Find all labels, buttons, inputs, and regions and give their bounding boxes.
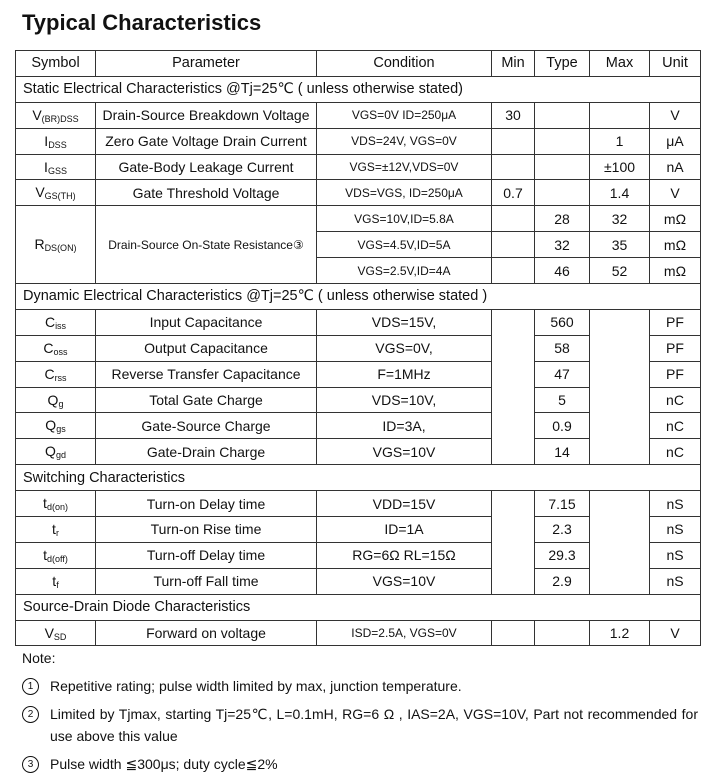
condition-cell: ISD=2.5A, VGS=0V xyxy=(317,620,492,646)
min-cell xyxy=(492,128,535,154)
min-cell xyxy=(492,309,535,464)
parameter-cell: Turn-off Delay time xyxy=(96,542,317,568)
condition-cell: VGS=0V ID=250μA xyxy=(317,102,492,128)
note-text: Pulse width ≦300μs; duty cycle≦2% xyxy=(50,756,278,772)
parameter-cell: Gate-Body Leakage Current xyxy=(96,154,317,180)
unit-cell: nS xyxy=(650,517,701,543)
section-row xyxy=(16,594,701,620)
symbol-subscript: GSS xyxy=(47,165,67,176)
table-row xyxy=(16,206,701,232)
condition-cell: VDS=15V, xyxy=(317,309,492,335)
condition-cell: VGS=4.5V,ID=5A xyxy=(317,232,492,258)
header-max: Max xyxy=(590,51,650,77)
unit-cell: V xyxy=(650,620,701,646)
symbol-base: C xyxy=(44,313,56,330)
max-cell xyxy=(590,309,650,464)
min-cell xyxy=(492,206,535,232)
unit-cell: V xyxy=(650,102,701,128)
condition-cell: ID=3A, xyxy=(317,413,492,439)
symbol-base: C xyxy=(43,339,54,356)
condition-cell: F=1MHz xyxy=(317,361,492,387)
symbol-subscript: iss xyxy=(55,320,67,331)
parameter-cell: Total Gate Charge xyxy=(96,387,317,413)
symbol-base: I xyxy=(44,132,49,149)
max-cell: ±100 xyxy=(590,154,650,180)
parameter-cell: Turn-on Rise time xyxy=(96,517,317,543)
typ-cell: 32 xyxy=(535,232,590,258)
symbol-subscript: gs xyxy=(56,424,66,435)
typ-cell: 2.9 xyxy=(535,568,590,594)
condition-cell: VGS=10V xyxy=(317,439,492,465)
symbol-subscript: g xyxy=(58,398,64,409)
notes-title: Note: xyxy=(22,650,56,666)
notes-section xyxy=(22,650,698,781)
parameter-cell: Zero Gate Voltage Drain Current xyxy=(96,128,317,154)
parameter-cell: Drain-Source On-State Resistance③ xyxy=(96,206,317,284)
min-cell: 0.7 xyxy=(492,180,535,206)
parameter-cell: Reverse Transfer Capacitance xyxy=(96,361,317,387)
symbol-subscript: GS(TH) xyxy=(44,191,76,202)
min-cell xyxy=(492,154,535,180)
symbol-base: V xyxy=(44,624,54,641)
header-parameter: Parameter xyxy=(96,51,317,77)
table-row xyxy=(16,180,701,206)
unit-cell: nS xyxy=(650,491,701,517)
note-number-circle: 3 xyxy=(22,756,39,773)
symbol-subscript: f xyxy=(56,579,59,590)
parameter-cell: Drain-Source Breakdown Voltage xyxy=(96,102,317,128)
condition-cell: VGS=±12V,VDS=0V xyxy=(317,154,492,180)
symbol-base: C xyxy=(44,365,55,382)
symbol-cell xyxy=(16,491,96,517)
section-row xyxy=(16,284,701,310)
symbol-base: R xyxy=(34,236,45,253)
header-symbol: Symbol xyxy=(16,51,96,77)
symbol-subscript: d(off) xyxy=(47,553,68,564)
typ-cell: 2.3 xyxy=(535,517,590,543)
condition-cell: VGS=0V, xyxy=(317,335,492,361)
condition-cell: VGS=10V,ID=5.8A xyxy=(317,206,492,232)
symbol-base: V xyxy=(32,106,42,123)
typ-cell xyxy=(535,128,590,154)
max-cell: 1 xyxy=(590,128,650,154)
typ-cell xyxy=(535,102,590,128)
unit-cell: mΩ xyxy=(650,206,701,232)
unit-cell: nA xyxy=(650,154,701,180)
note-item xyxy=(22,675,698,697)
typ-cell: 5 xyxy=(535,387,590,413)
symbol-base: t xyxy=(43,546,48,563)
max-cell xyxy=(590,102,650,128)
section-title: Switching Characteristics xyxy=(16,465,701,491)
max-cell xyxy=(590,491,650,595)
symbol-cell xyxy=(16,361,96,387)
typ-cell: 29.3 xyxy=(535,542,590,568)
symbol-cell xyxy=(16,154,96,180)
symbol-base: Q xyxy=(45,417,57,434)
note-number-circle: 1 xyxy=(22,678,39,695)
min-cell: 30 xyxy=(492,102,535,128)
symbol-base: I xyxy=(44,158,48,175)
note-item xyxy=(22,753,698,775)
note-item xyxy=(22,703,698,747)
symbol-subscript: rss xyxy=(54,372,67,383)
typ-cell: 46 xyxy=(535,258,590,284)
symbol-subscript: d(on) xyxy=(46,502,68,513)
section-row xyxy=(16,465,701,491)
unit-cell: nC xyxy=(650,439,701,465)
symbol-cell xyxy=(16,620,96,646)
symbol-subscript: oss xyxy=(53,346,68,357)
parameter-cell: Turn-on Delay time xyxy=(96,491,317,517)
typ-cell xyxy=(535,154,590,180)
parameter-cell: Forward on voltage xyxy=(96,620,317,646)
characteristics-table xyxy=(15,50,701,646)
parameter-cell: Output Capacitance xyxy=(96,335,317,361)
note-number-circle: 2 xyxy=(22,706,39,723)
typ-cell: 28 xyxy=(535,206,590,232)
typ-cell: 14 xyxy=(535,439,590,465)
min-cell xyxy=(492,232,535,258)
condition-cell: VGS=2.5V,ID=4A xyxy=(317,258,492,284)
max-cell: 32 xyxy=(590,206,650,232)
max-cell: 1.2 xyxy=(590,620,650,646)
parameter-cell: Input Capacitance xyxy=(96,309,317,335)
min-cell xyxy=(492,258,535,284)
condition-cell: VDS=10V, xyxy=(317,387,492,413)
page-title: Typical Characteristics xyxy=(22,10,262,35)
header-min: Min xyxy=(492,51,535,77)
symbol-base: Q xyxy=(47,391,59,408)
header-condition: Condition xyxy=(317,51,492,77)
section-title: Dynamic Electrical Characteristics @Tj=25℃ ( unless otherwise stated ) xyxy=(16,284,701,310)
unit-cell: PF xyxy=(650,309,701,335)
typ-cell: 560 xyxy=(535,309,590,335)
symbol-base: V xyxy=(35,184,45,201)
symbol-cell xyxy=(16,128,96,154)
typ-cell: 0.9 xyxy=(535,413,590,439)
symbol-cell xyxy=(16,413,96,439)
symbol-base: t xyxy=(52,572,57,589)
section-title: Static Electrical Characteristics @Tj=25℃ ( unless otherwise stated) xyxy=(16,76,701,102)
unit-cell: nC xyxy=(650,387,701,413)
parameter-cell: Gate Threshold Voltage xyxy=(96,180,317,206)
condition-cell: VDD=15V xyxy=(317,491,492,517)
max-cell: 35 xyxy=(590,232,650,258)
table-row xyxy=(16,620,701,646)
unit-cell: PF xyxy=(650,361,701,387)
unit-cell: mΩ xyxy=(650,258,701,284)
max-cell: 52 xyxy=(590,258,650,284)
header-unit: Unit xyxy=(650,51,701,77)
typ-cell: 7.15 xyxy=(535,491,590,517)
table-row xyxy=(16,154,701,180)
unit-cell: mΩ xyxy=(650,232,701,258)
unit-cell: nC xyxy=(650,413,701,439)
header-type: Type xyxy=(535,51,590,77)
symbol-cell xyxy=(16,309,96,335)
condition-cell: ID=1A xyxy=(317,517,492,543)
symbol-cell xyxy=(16,517,96,543)
note-text: Repetitive rating; pulse width limited by max, junction temperature. xyxy=(50,678,462,694)
min-cell xyxy=(492,491,535,595)
typ-cell xyxy=(535,180,590,206)
symbol-subscript: gd xyxy=(55,450,66,461)
symbol-cell xyxy=(16,335,96,361)
symbol-base: Q xyxy=(45,443,56,460)
note-text: Limited by Tjmax, starting Tj=25℃, L=0.1mH, RG=6 Ω , IAS=2A, VGS=10V, Part not recommended for use above this value xyxy=(50,706,698,744)
symbol-subscript: r xyxy=(55,527,59,538)
unit-cell: μA xyxy=(650,128,701,154)
header-row xyxy=(16,51,701,77)
unit-cell: nS xyxy=(650,542,701,568)
typ-cell: 58 xyxy=(535,335,590,361)
symbol-subscript: DS(ON) xyxy=(44,243,77,254)
symbol-cell xyxy=(16,102,96,128)
condition-cell: RG=6Ω RL=15Ω xyxy=(317,542,492,568)
typ-cell xyxy=(535,620,590,646)
symbol-subscript: SD xyxy=(53,631,67,642)
table-row xyxy=(16,102,701,128)
symbol-cell xyxy=(16,439,96,465)
table-row xyxy=(16,491,701,517)
max-cell: 1.4 xyxy=(590,180,650,206)
parameter-cell: Turn-off Fall time xyxy=(96,568,317,594)
symbol-subscript: DSS xyxy=(48,139,67,150)
table-row xyxy=(16,309,701,335)
section-row xyxy=(16,76,701,102)
symbol-cell xyxy=(16,568,96,594)
min-cell xyxy=(492,620,535,646)
table-row xyxy=(16,128,701,154)
condition-cell: VGS=10V xyxy=(317,568,492,594)
condition-cell: VDS=24V, VGS=0V xyxy=(317,128,492,154)
unit-cell: PF xyxy=(650,335,701,361)
parameter-cell: Gate-Source Charge xyxy=(96,413,317,439)
typ-cell: 47 xyxy=(535,361,590,387)
parameter-cell: Gate-Drain Charge xyxy=(96,439,317,465)
unit-cell: nS xyxy=(650,568,701,594)
symbol-cell xyxy=(16,206,96,284)
condition-cell: VDS=VGS, ID=250μA xyxy=(317,180,492,206)
symbol-cell xyxy=(16,387,96,413)
symbol-cell xyxy=(16,180,96,206)
section-title: Source-Drain Diode Characteristics xyxy=(16,594,701,620)
unit-cell: V xyxy=(650,180,701,206)
symbol-base: t xyxy=(43,495,47,512)
symbol-base: t xyxy=(52,520,56,537)
symbol-subscript: (BR)DSS xyxy=(41,113,79,124)
symbol-cell xyxy=(16,542,96,568)
